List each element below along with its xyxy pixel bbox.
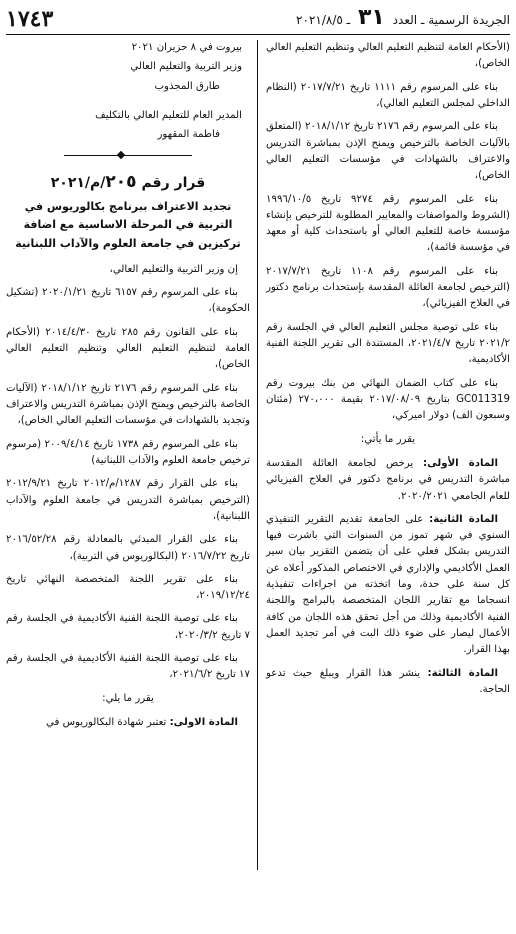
decision-prefix: قرار رقم	[141, 174, 206, 191]
decorative-separator	[6, 147, 250, 163]
right-para: بناء على كتاب الضمان النهائي من بنك بيروت رقم GC011319 بتاريخ ٢٠١٧/٠٨/٠٩ بقيمة ٢٧٠،٠٠٠ (مئتان وسبعون الف) دولار اميركي،	[266, 377, 510, 422]
article-text: تعتبر شهادة البكالوريوس في	[45, 717, 167, 728]
article-text: على الجامعة تقديم التقرير التنفيذي السنوي في شهر تموز من السنوات التي باشرت فيها التدريس بشكل فعلي على أن يتضمن التقرير بيان سير العمل الأكاديمي والإداري في الاختصاص المذكور أعلاه عن كل سنة على حدة، وما اتخذته من اجراءات تنفيذية انسجاما مع تقارير اللجان المتخصصة بالبرامج واللجنة الفنية الأكاديمية وذلك من أجل تحقق هذه اللجان من كافة الأعمال ليصار على ضوء ذلك البت في أمر تجديد العمل بهذا القرار.	[266, 513, 510, 656]
left-para: بناء على القرار المبدئي بالمعادلة رقم ٢٠١٦/٥٢/٢٨ تاريخ ٢٠١٦/٧/٢٢ (البكالوريوس في التربية)،	[6, 534, 250, 562]
article-label: المادة الأولى:	[423, 457, 498, 469]
right-para: بناء على المرسوم رقم ١١٠٨ تاريخ ٢٠١٧/٧/٢١ (الترخيص لجامعة العائلة المقدسة بإستحداث برنامج دكتور في العلاج الفيزيائي)،	[266, 265, 510, 310]
gazette-header: الجريدة الرسمية ـ العدد ٣١ ـ ٢٠٢١/٨/٥	[296, 5, 510, 30]
article	[266, 456, 510, 505]
left-para: بناء على المرسوم رقم ٦١٥٧ تاريخ ٢٠٢٠/١/٢١ (تشكيل الحكومة)،	[6, 287, 250, 315]
article	[266, 512, 510, 659]
decision-subject: تجديد الاعتراف ببرنامج بكالوريوس في التربية في المرحلة الاساسية مع اضافة تركيزين في جامعة العلوم والآداب اللبنانية	[15, 199, 241, 251]
decision-suffix: /م/٢٠٢١	[50, 174, 106, 191]
left-para: بناء على المرسوم رقم ١٧٣٨ تاريخ ٢٠٠٩/٤/١٤ (مرسوم ترخيص جامعة العلوم والآداب اللبنانية)	[6, 438, 250, 466]
decision-number: ٢٠٥	[105, 171, 137, 192]
left-para: بناء على المرسوم رقم ٢١٧٦ تاريخ ٢٠١٨/١/١٢ (الآليات الخاصة بالترخيص ويمنح الإذن بمباشرة التدريس والاعتراف وتجديد بالشهادات في مؤسسات التعليم العالي الخاص)،	[6, 382, 250, 427]
column-divider	[257, 40, 258, 870]
right-para: (الأحكام العامة لتنظيم التعليم العالي وتنظيم التعليم العالي الخاص)،	[266, 42, 510, 70]
article-text: ينشر هذا القرار ويبلغ حيث تدعو الحاجة.	[266, 667, 510, 695]
left-para: إن وزير التربية والتعليم العالي،	[109, 263, 238, 275]
article	[6, 715, 250, 731]
page-number: ١٧٤٣	[6, 6, 54, 32]
right-column	[266, 40, 510, 705]
signature-minister-title: وزير التربية والتعليم العالي	[130, 61, 242, 73]
left-para: بناء على توصية اللجنة الفنية الأكاديمية في الجلسة رقم ٧ تاريخ ٢٠٢٠/٣/٢،	[6, 613, 250, 641]
article-label: المادة الثانية:	[429, 513, 498, 525]
right-para: بناء على المرسوم رقم ١١١١ تاريخ ٢٠١٧/٧/٢١ (النظام الداخلي لمجلس التعليم العالي)،	[266, 81, 510, 109]
signature-place-date: بيروت في ٨ حزيران ٢٠٢١	[131, 42, 242, 53]
page-header	[6, 4, 510, 35]
article-label: المادة الثالثة:	[427, 667, 498, 679]
issue-date: ٢٠٢١/٨/٥	[296, 13, 343, 27]
signature-dg-title: المدير العام للتعليم العالي بالتكليف	[95, 109, 242, 121]
left-para: بناء على توصية اللجنة الفنية الأكاديمية في الجلسة رقم ١٧ تاريخ ٢٠٢١/٦/٢،	[6, 653, 250, 681]
decides-heading: يقرر ما يلي:	[102, 692, 154, 704]
article	[266, 666, 510, 699]
left-column	[6, 40, 250, 738]
gazette-title: الجريدة الرسمية ـ العدد	[392, 13, 510, 27]
decision-title	[6, 169, 250, 196]
left-para: بناء على القانون رقم ٢٨٥ تاريخ ٢٠١٤/٤/٣٠ (الأحكام العامة لتنظيم التعليم العالي وتنظيم التعليم العالي الخاص)،	[6, 326, 250, 371]
signature-dg-name: فاطمة المقهور	[157, 129, 220, 141]
article-text: يرخص لجامعة العائلة المقدسة مباشرة التدريس في برنامج دكتور في العلاج الفيزيائي للعام الجامعي ٢٠٢٠/٢٠٢١.	[266, 457, 510, 502]
decides-heading: يقرر ما يأتي:	[360, 433, 416, 445]
signature-minister-name: طارق المجذوب	[154, 80, 220, 92]
right-para: بناء على المرسوم رقم ٢١٧٦ تاريخ ٢٠١٨/١/١٢ (المتعلق بالآليات الخاصة بالترخيص ويمنح الإذن بمباشرة التدريس والاعتراف بالشهادات في مؤسسات التعليم العالي الخاص)،	[266, 121, 510, 182]
left-para: بناء على القرار رقم ١٢٨٧/م/٢٠١٢ تاريخ ٢٠١٢/٩/٢١ (الترخيص بمباشرة التدريس في جامعة العلوم والآداب اللبنانية)،	[6, 478, 250, 522]
right-para: بناء على المرسوم رقم ٩٢٧٤ تاريخ ١٩٩٦/١٠/٥ (الشروط والمواصفات والمعايير المطلوبة للترخيص بإنشاء مؤسسة خاصة للتعليم العالي أو باستحداث كلية أو معهد في مؤسسة قائمة)،	[266, 193, 510, 254]
article-label: المادة الاولى:	[169, 717, 238, 728]
right-para: بناء على توصية مجلس التعليم العالي في الجلسة رقم ٢٠٢١/٢ تاريخ ٢٠٢١/٤/٧، المستندة الى تقرير اللجنة الفنية الأكاديمية،	[266, 321, 510, 366]
left-para: بناء على تقرير اللجنة المتخصصة النهائي تاريخ ٢٠١٩/١٢/٢٤،	[6, 573, 250, 602]
issue-number: ٣١	[357, 5, 385, 30]
